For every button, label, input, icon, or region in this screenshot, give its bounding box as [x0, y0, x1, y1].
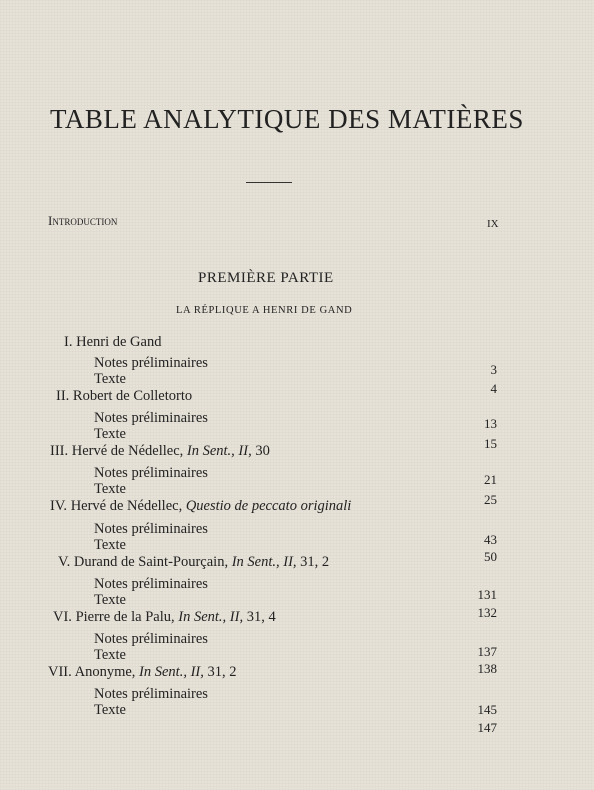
part-title: PREMIÈRE PARTIE [198, 270, 334, 286]
page-number: 15 [484, 436, 497, 451]
entry-notes: Notes préliminaires [94, 410, 208, 426]
entry-work: Questio de peccato originali [185, 498, 352, 514]
page-number: 21 [484, 472, 497, 487]
page-number: 4 [490, 381, 497, 396]
toc-entry [48, 664, 236, 681]
toc-entry [64, 334, 161, 351]
entry-ref: 31, 4 [246, 609, 276, 625]
entry-notes: Notes préliminaires [94, 465, 208, 481]
entry-texte: Texte [94, 481, 126, 497]
title-divider [246, 182, 292, 183]
part-subtitle: LA RÉPLIQUE A HENRI DE GAND [176, 305, 353, 316]
page-title: TABLE ANALYTIQUE DES MATIÈRES [50, 104, 524, 134]
entry-number: I. [64, 334, 73, 350]
toc-entry [50, 498, 351, 515]
entry-texte: Texte [94, 592, 126, 608]
entry-ref: 31, 2 [300, 554, 330, 570]
entry-work: In Sent., II, [186, 443, 252, 459]
entry-work: In Sent., II, [139, 664, 204, 680]
entry-notes: Notes préliminaires [94, 631, 208, 647]
entry-number: VII. [48, 664, 72, 680]
entry-texte: Texte [94, 647, 126, 663]
entry-name: Hervé de Nédellec, [71, 443, 184, 459]
page-number: 3 [490, 362, 497, 377]
page-number: 25 [484, 492, 497, 507]
entry-name: Anonyme, [74, 664, 136, 680]
entry-work: In Sent., II, [178, 609, 244, 625]
entry-number: IV. [50, 498, 68, 514]
page-number: 131 [477, 587, 497, 602]
page-number: 147 [477, 720, 497, 735]
entry-notes: Notes préliminaires [94, 686, 208, 702]
entry-number: III. [50, 443, 69, 459]
introduction-label: Introduction [48, 213, 118, 228]
entry-ref: 31, 2 [207, 664, 237, 680]
page-number: 138 [477, 661, 497, 676]
entry-name: Hervé de Nédellec, [70, 498, 183, 514]
toc-entry [56, 388, 192, 405]
entry-texte: Texte [94, 371, 126, 387]
toc-entry [53, 609, 276, 626]
entry-texte: Texte [94, 426, 126, 442]
entry-ref: 30 [255, 443, 270, 459]
entry-name: Durand de Saint-Pourçain, [73, 554, 229, 570]
page-number: 50 [484, 549, 497, 564]
page-number: 43 [484, 532, 497, 547]
entry-notes: Notes préliminaires [94, 576, 208, 592]
entry-number: VI. [53, 609, 72, 625]
toc-entry [58, 554, 329, 571]
page-number: 132 [477, 605, 497, 620]
entry-work: In Sent., II, [231, 554, 297, 570]
entry-notes: Notes préliminaires [94, 521, 208, 537]
entry-name: Pierre de la Palu, [75, 609, 175, 625]
entry-texte: Texte [94, 702, 126, 718]
entry-texte: Texte [94, 537, 126, 553]
toc-entry [50, 443, 270, 460]
page-number: 13 [484, 416, 497, 431]
entry-name: Robert de Colletorto [72, 388, 193, 404]
page-number: 137 [477, 644, 497, 659]
introduction-page: IX [487, 218, 499, 230]
entry-number: V. [58, 554, 71, 570]
entry-number: II. [56, 388, 70, 404]
entry-notes: Notes préliminaires [94, 355, 208, 371]
entry-name: Henri de Gand [76, 334, 162, 350]
page-number: 145 [477, 702, 497, 717]
